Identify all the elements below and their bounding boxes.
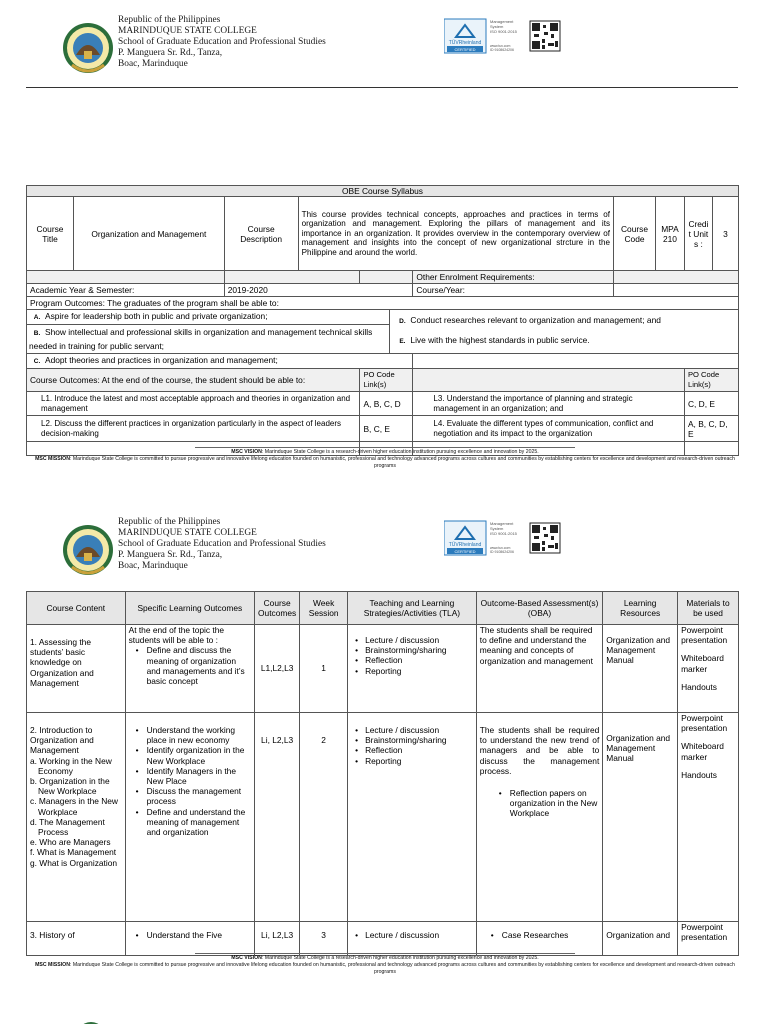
row1-materials: Powerpoint presentation Whiteboard marker Handouts (678, 625, 739, 713)
course-outcomes-heading: Course Outcomes: At the end of the course, the student should be able to: (27, 369, 360, 392)
course-description-text: This course provides technical concepts, approaches and practices in terms of organization and management. Exploring the pillars of management and its importance in an organization. It provides overview in the contemporary overview of management and insights into the concept of new organizational strcture in the Philippine and around the world. (298, 197, 613, 271)
svg-text:TÜVRheinland: TÜVRheinland (448, 542, 482, 548)
svg-text:ISO 9001:2015: ISO 9001:2015 (490, 29, 517, 34)
col-course-outcomes: Course Outcomes (255, 592, 300, 625)
header-line-1: Republic of the Philippines (118, 517, 221, 527)
row1-course-outcomes: L1,L2,L3 (255, 625, 300, 713)
header-line-2: MARINDUQUE STATE COLLEGE (118, 26, 257, 36)
row3-week: 3 (300, 922, 348, 956)
header-line-1: Republic of the Philippines (118, 15, 221, 25)
other-enrolment-label: Other Enrolment Requirements: (413, 271, 614, 284)
course-code-value: MPA 210 (655, 197, 684, 271)
svg-text:ID 9108624206: ID 9108624206 (490, 550, 514, 554)
svg-text:Management: Management (490, 521, 514, 526)
list-item: • Brainstorming/sharing (351, 645, 473, 655)
row2-course-content: 2. Introduction to Organization and Management a. Working in the New Economy b. Organization in the New Workplace c. Managers in the New Workplace d. The Management Process e. Who are Managers f. What is Management g. What is Organization (27, 713, 126, 922)
page-footer-1 (30, 447, 740, 470)
college-seal-logo (62, 517, 114, 587)
program-outcomes-heading: Program Outcomes: The graduates of the program shall be able to: (27, 297, 739, 310)
header-line-2: MARINDUQUE STATE COLLEGE (118, 528, 257, 538)
po-code-header-left: PO Code Link(s) (360, 369, 413, 392)
program-outcome-c: C. Adopt theories and practices in organization and management; (27, 354, 413, 369)
program-outcome-a: A. Aspire for leadership both in public and private organization; (27, 310, 390, 325)
list-item: • Define and understand the meaning of management and organization (129, 807, 251, 838)
row2-week: 2 (300, 713, 348, 922)
col-week-session: Week Session (300, 592, 348, 625)
list-item: • Discuss the management process (129, 786, 251, 806)
table-row (27, 625, 739, 713)
svg-text:CERTIFIED: CERTIFIED (454, 548, 476, 554)
l1-po-codes: A, B, C, D (360, 392, 413, 416)
svg-text:ID 9108624206: ID 9108624206 (490, 48, 514, 52)
list-item: • Lecture / discussion (351, 930, 473, 940)
iso-certification-badge (444, 17, 564, 55)
institution-address (118, 517, 326, 572)
page-header-1 (0, 15, 768, 95)
svg-text:System: System (490, 526, 504, 531)
academic-year-value: 2019-2020 (224, 284, 413, 297)
row1-week: 1 (300, 625, 348, 713)
row3-course-outcomes: Li, L2,L3 (255, 922, 300, 956)
l4-po-codes: A, B, C, D, E (684, 416, 738, 442)
svg-text:www.tuv.com: www.tuv.com (490, 546, 511, 550)
list-item: • Reporting (351, 756, 473, 766)
row2-materials: Powerpoint presentation Whiteboard marker Handouts (678, 713, 739, 922)
row3-resources: Organization and (603, 922, 678, 956)
po-d-letter: D. (399, 318, 406, 325)
svg-text:TÜVRheinland: TÜVRheinland (448, 40, 482, 46)
list-item: • Brainstorming/sharing (351, 735, 473, 745)
obe-course-syllabus-table (26, 185, 739, 456)
mission-statement: MSC MISSION: Marinduque State College is committed to pursue progressive and innovative lifelong education founded on humanistic, professional and technology advanced programs across cultures and communities by establishing centers for excellence and development and research-driven outreach programs (35, 456, 735, 469)
course-title-value: Organization and Management (73, 197, 224, 271)
course-code-label: Course Code (614, 197, 656, 271)
col-specific-learning-outcomes: Specific Learning Outcomes (125, 592, 254, 625)
college-seal-logo (62, 15, 114, 85)
syllabus-title: OBE Course Syllabus (27, 186, 739, 197)
po-b-letter: B. (33, 330, 41, 337)
program-outcome-e: Live with the highest standards in public service. (410, 335, 590, 345)
list-item: • Reporting (351, 666, 473, 676)
credit-units-value: 3 (712, 197, 738, 271)
col-materials: Materials to be used (678, 592, 739, 625)
course-year-label: Course/Year: (413, 284, 614, 297)
page-header-2 (0, 517, 768, 597)
course-outcome-l1: L1. Introduce the latest and most acceptable approach and theories in organization and management (27, 392, 360, 416)
program-outcomes-d-e (390, 310, 739, 354)
institution-address (118, 15, 326, 70)
mission-statement: MSC MISSION: Marinduque State College is committed to pursue progressive and innovative lifelong education founded on humanistic, professional and technology advanced programs across cultures and communities by establishing centers for excellence and development and research-driven outreach programs (35, 962, 735, 975)
program-outcome-b: B. Show intellectual and professional skills in organization and management technical skills needed in training for public servant; (27, 325, 390, 354)
list-item: • Define and discuss the meaning of organization and managements and it’s basic concept (129, 645, 251, 686)
college-seal-logo-partial (76, 1016, 106, 1024)
row3-tla (348, 922, 477, 956)
header-line-4: P. Manguera Sr. Rd., Tanza, (118, 550, 223, 560)
row2-resources: Organization and Management Manual (603, 713, 678, 922)
list-item: • Understand the Five (129, 930, 251, 940)
po-code-header-right: PO Code Link(s) (684, 369, 738, 392)
vision-statement: MSC VISION: Marinduque State College is a research-driven higher education institution pursuing excellence and innovation by 2025. (231, 449, 539, 455)
header-line-3: School of Graduate Education and Professional Studies (118, 539, 326, 549)
l2-po-codes: B, C, E (360, 416, 413, 442)
course-outcome-l2: L2. Discuss the different practices in organization particularly in the aspect of leaders decision-making (27, 416, 360, 442)
row2-tla (348, 713, 477, 922)
l3-po-codes: C, D, E (684, 392, 738, 416)
row1-learning-outcomes: At the end of the topic the students will be able to : • Define and discuss the meaning of organization and managements and it’s basic concept (125, 625, 254, 713)
row1-tla (348, 625, 477, 713)
table-row (27, 922, 739, 956)
svg-text:CERTIFIED: CERTIFIED (454, 46, 476, 52)
row1-course-content: 1. Assessing the students’ basic knowledge on Organization and Management (27, 625, 126, 713)
page-footer-2 (30, 953, 740, 976)
row3-learning-outcomes (125, 922, 254, 956)
list-item: • Identify organization in the New Workplace (129, 745, 251, 765)
row2-course-outcomes: Li, L2,L3 (255, 713, 300, 922)
row2-oba: The students shall be required to understand the new trend of managers and be able to discuss the management process. • Reflection papers on organization in the New Workplace (476, 713, 603, 922)
header-divider (26, 87, 738, 88)
iso-certification-badge (444, 519, 564, 557)
list-item: • Reflection papers on organization in the New Workplace (492, 788, 600, 819)
header-line-4: P. Manguera Sr. Rd., Tanza, (118, 48, 223, 58)
svg-text:System: System (490, 24, 504, 29)
plan-header-row (27, 592, 739, 625)
list-item: • Case Researches (484, 930, 600, 940)
list-item: • Lecture / discussion (351, 725, 473, 735)
po-e-letter: E. (399, 338, 406, 345)
po-a-letter: A. (33, 314, 41, 321)
list-item: • Understand the working place in new economy (129, 725, 251, 745)
header-line-5: Boac, Marinduque (118, 59, 188, 69)
list-item: • Identify Managers in the New Place (129, 766, 251, 786)
col-learning-resources: Learning Resources (603, 592, 678, 625)
row3-course-content: 3. History of (27, 922, 126, 956)
course-outcome-l4: L4. Evaluate the different types of communication, conflict and negotiation and its impact to the organization (413, 416, 685, 442)
course-outcome-l3: L3. Understand the importance of planning and strategic management in an organization; and (413, 392, 685, 416)
vision-statement: MSC VISION: Marinduque State College is a research-driven higher education institution pursuing excellence and innovation by 2025. (231, 955, 539, 961)
col-course-content: Course Content (27, 592, 126, 625)
list-item: • Lecture / discussion (351, 635, 473, 645)
course-title-label: Course Title (27, 197, 74, 271)
row2-learning-outcomes (125, 713, 254, 922)
col-oba: Outcome-Based Assessment(s) (OBA) (476, 592, 603, 625)
po-c-letter: C. (33, 358, 41, 365)
svg-text:www.tuv.com: www.tuv.com (490, 44, 511, 48)
list-item: • Reflection (351, 745, 473, 755)
course-plan-table (26, 591, 739, 956)
row3-oba (476, 922, 603, 956)
svg-text:Management: Management (490, 19, 514, 24)
credit-units-label: Credit Units : (684, 197, 712, 271)
header-line-5: Boac, Marinduque (118, 561, 188, 571)
svg-text:ISO 9001:2015: ISO 9001:2015 (490, 531, 517, 536)
row1-resources: Organization and Management Manual (603, 625, 678, 713)
table-row (27, 713, 739, 922)
row3-materials: Powerpoint presentation (678, 922, 739, 956)
list-item: • Reflection (351, 655, 473, 665)
course-description-label: Course Description (224, 197, 298, 271)
header-line-3: School of Graduate Education and Professional Studies (118, 37, 326, 47)
col-tla: Teaching and Learning Strategies/Activities (TLA) (348, 592, 477, 625)
row1-oba: The students shall be required to define and understand the meaning and concepts of organization and management (476, 625, 603, 713)
academic-year-label: Academic Year & Semester: (27, 284, 225, 297)
program-outcome-d: Conduct researches relevant to organization and management; and (410, 315, 661, 325)
